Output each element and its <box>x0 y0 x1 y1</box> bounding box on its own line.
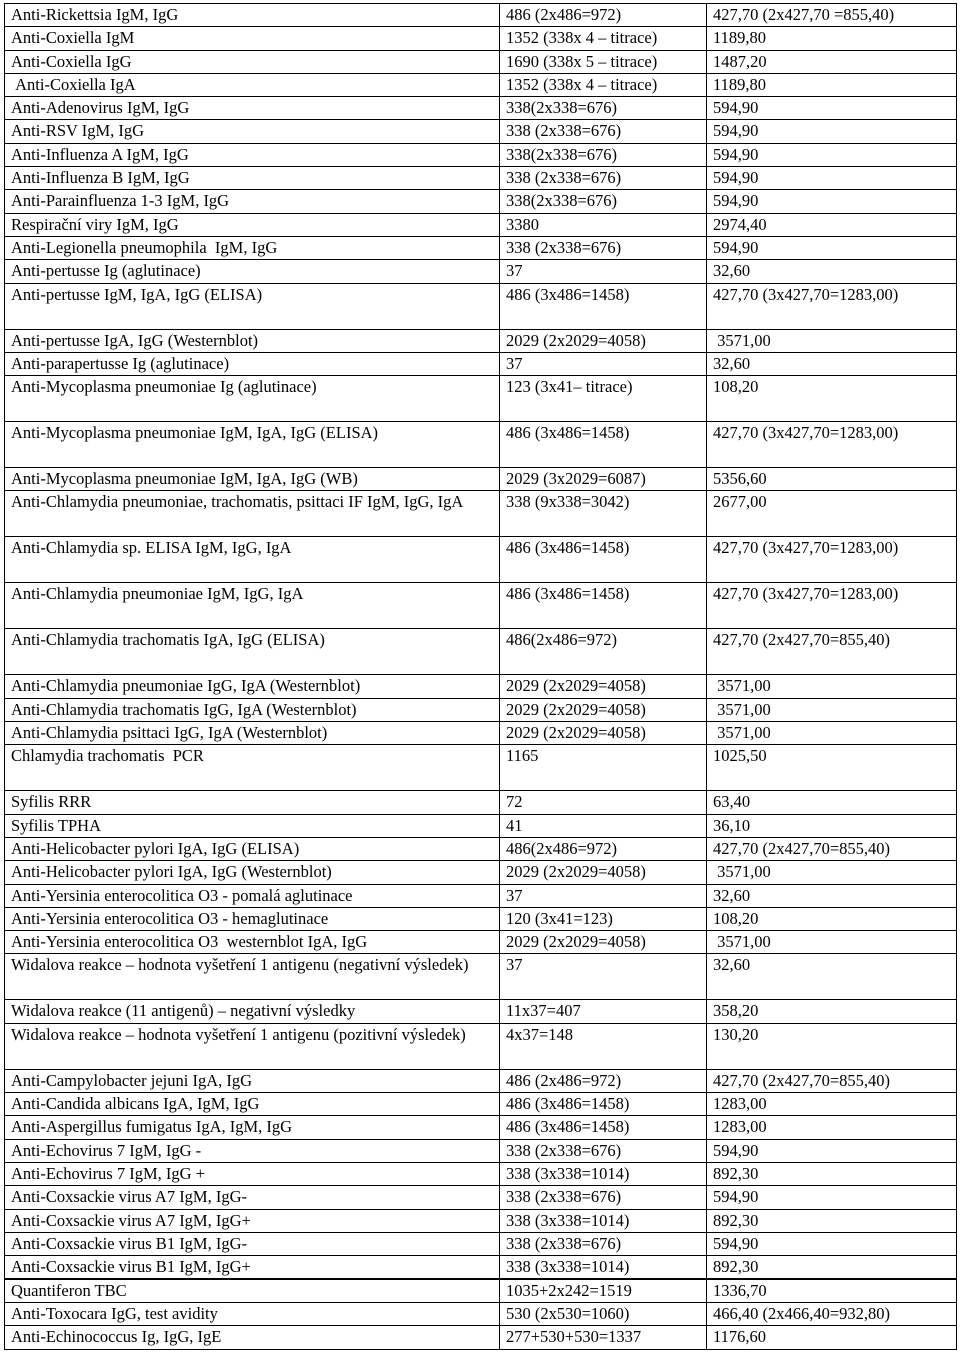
points-cell: 338(2x338=676) <box>500 190 707 213</box>
test-name-cell: Anti-Campylobacter jejuni IgA, IgG <box>5 1069 500 1092</box>
table-row <box>5 1232 957 1255</box>
points-cell: 3380 <box>500 213 707 236</box>
test-name-cell: Anti-RSV IgM, IgG <box>5 120 500 143</box>
price-cell: 36,10 <box>707 814 957 837</box>
table-row <box>5 884 957 907</box>
price-cell: 427,70 (3x427,70=1283,00) <box>707 422 957 468</box>
table-row <box>5 907 957 930</box>
points-cell: 1352 (338x 4 – titrace) <box>500 73 707 96</box>
price-cell: 1189,80 <box>707 27 957 50</box>
table-row <box>5 1023 957 1069</box>
table-row <box>5 190 957 213</box>
price-cell: 892,30 <box>707 1162 957 1185</box>
table-row <box>5 1093 957 1116</box>
table-row <box>5 837 957 860</box>
test-name-cell: Anti-Yersinia enterocolitica O3 - pomalá aglutinace <box>5 884 500 907</box>
price-cell: 358,20 <box>707 1000 957 1023</box>
table-row <box>5 27 957 50</box>
points-cell: 11x37=407 <box>500 1000 707 1023</box>
points-cell: 338 (3x338=1014) <box>500 1256 707 1280</box>
table-row <box>5 1139 957 1162</box>
price-table <box>4 3 957 1350</box>
price-table-body <box>5 4 957 1350</box>
points-cell: 1690 (338x 5 – titrace) <box>500 50 707 73</box>
points-cell: 2029 (2x2029=4058) <box>500 931 707 954</box>
test-name-cell: Anti-Chlamydia sp. ELISA IgM, IgG, IgA <box>5 537 500 583</box>
table-row <box>5 352 957 375</box>
price-cell: 1189,80 <box>707 73 957 96</box>
test-name-cell: Anti-Echovirus 7 IgM, IgG - <box>5 1139 500 1162</box>
test-name-cell: Anti-Legionella pneumophila IgM, IgG <box>5 236 500 259</box>
table-row <box>5 468 957 491</box>
points-cell: 338 (2x338=676) <box>500 1186 707 1209</box>
table-row <box>5 283 957 329</box>
test-name-cell: Anti-Chlamydia trachomatis IgA, IgG (ELISA) <box>5 629 500 675</box>
test-name-cell: Anti-Coxiella IgM <box>5 27 500 50</box>
test-name-cell: Anti-Parainfluenza 1-3 IgM, IgG <box>5 190 500 213</box>
table-row <box>5 1209 957 1232</box>
test-name-cell: Widalova reakce – hodnota vyšetření 1 antigenu (pozitivní výsledek) <box>5 1023 500 1069</box>
price-cell: 3571,00 <box>707 329 957 352</box>
price-cell: 1336,70 <box>707 1279 957 1303</box>
points-cell: 37 <box>500 884 707 907</box>
points-cell: 277+530+530=1337 <box>500 1326 707 1349</box>
table-row <box>5 1279 957 1303</box>
points-cell: 37 <box>500 352 707 375</box>
test-name-cell: Anti-Chlamydia trachomatis IgG, IgA (Westernblot) <box>5 698 500 721</box>
test-name-cell: Anti-Aspergillus fumigatus IgA, IgM, IgG <box>5 1116 500 1139</box>
test-name-cell: Anti-Influenza A IgM, IgG <box>5 143 500 166</box>
price-cell: 594,90 <box>707 1232 957 1255</box>
price-cell: 3571,00 <box>707 698 957 721</box>
table-row <box>5 213 957 236</box>
points-cell: 486 (3x486=1458) <box>500 583 707 629</box>
points-cell: 120 (3x41=123) <box>500 907 707 930</box>
table-row <box>5 1326 957 1349</box>
points-cell: 486 (2x486=972) <box>500 4 707 27</box>
points-cell: 486 (2x486=972) <box>500 1069 707 1092</box>
points-cell: 338 (9x338=3042) <box>500 491 707 537</box>
price-cell: 594,90 <box>707 236 957 259</box>
price-cell: 108,20 <box>707 376 957 422</box>
points-cell: 486 (3x486=1458) <box>500 1116 707 1139</box>
price-cell: 1487,20 <box>707 50 957 73</box>
test-name-cell: Chlamydia trachomatis PCR <box>5 745 500 791</box>
points-cell: 2029 (2x2029=4058) <box>500 722 707 745</box>
test-name-cell: Anti-parapertusse Ig (aglutinace) <box>5 352 500 375</box>
points-cell: 37 <box>500 260 707 283</box>
price-cell: 427,70 (2x427,70 =855,40) <box>707 4 957 27</box>
test-name-cell: Anti-Candida albicans IgA, IgM, IgG <box>5 1093 500 1116</box>
price-cell: 892,30 <box>707 1256 957 1280</box>
price-cell: 32,60 <box>707 260 957 283</box>
price-cell: 63,40 <box>707 791 957 814</box>
points-cell: 2029 (2x2029=4058) <box>500 329 707 352</box>
test-name-cell: Anti-Chlamydia pneumoniae, trachomatis, psittaci IF IgM, IgG, IgA <box>5 491 500 537</box>
table-row <box>5 329 957 352</box>
test-name-cell: Anti-Chlamydia pneumoniae IgM, IgG, IgA <box>5 583 500 629</box>
points-cell: 338 (2x338=676) <box>500 1139 707 1162</box>
price-cell: 594,90 <box>707 190 957 213</box>
test-name-cell: Anti-Coxiella IgG <box>5 50 500 73</box>
table-row <box>5 167 957 190</box>
table-row <box>5 1186 957 1209</box>
price-cell: 32,60 <box>707 884 957 907</box>
table-row <box>5 1116 957 1139</box>
points-cell: 37 <box>500 954 707 1000</box>
price-cell: 108,20 <box>707 907 957 930</box>
test-name-cell: Anti-Echovirus 7 IgM, IgG + <box>5 1162 500 1185</box>
table-row <box>5 376 957 422</box>
points-cell: 2029 (3x2029=6087) <box>500 468 707 491</box>
table-row <box>5 814 957 837</box>
table-row <box>5 583 957 629</box>
test-name-cell: Anti-Coxsackie virus A7 IgM, IgG+ <box>5 1209 500 1232</box>
price-cell: 427,70 (3x427,70=1283,00) <box>707 283 957 329</box>
points-cell: 338 (3x338=1014) <box>500 1162 707 1185</box>
test-name-cell: Anti-pertusse IgM, IgA, IgG (ELISA) <box>5 283 500 329</box>
table-row <box>5 50 957 73</box>
table-row <box>5 675 957 698</box>
test-name-cell: Anti-Coxsackie virus B1 IgM, IgG+ <box>5 1256 500 1280</box>
test-name-cell: Anti-Mycoplasma pneumoniae IgM, IgA, IgG (ELISA) <box>5 422 500 468</box>
table-row <box>5 698 957 721</box>
test-name-cell: Anti-Coxsackie virus B1 IgM, IgG- <box>5 1232 500 1255</box>
table-row <box>5 791 957 814</box>
points-cell: 338 (2x338=676) <box>500 120 707 143</box>
test-name-cell: Anti-Yersinia enterocolitica O3 westernblot IgA, IgG <box>5 931 500 954</box>
price-cell: 892,30 <box>707 1209 957 1232</box>
table-row <box>5 4 957 27</box>
test-name-cell: Widalova reakce (11 antigenů) – negativní výsledky <box>5 1000 500 1023</box>
points-cell: 530 (2x530=1060) <box>500 1303 707 1326</box>
table-row <box>5 73 957 96</box>
table-row <box>5 260 957 283</box>
points-cell: 2029 (2x2029=4058) <box>500 675 707 698</box>
test-name-cell: Anti-Influenza B IgM, IgG <box>5 167 500 190</box>
test-name-cell: Anti-Mycoplasma pneumoniae Ig (aglutinace) <box>5 376 500 422</box>
price-cell: 1283,00 <box>707 1116 957 1139</box>
points-cell: 338 (2x338=676) <box>500 1232 707 1255</box>
table-row <box>5 745 957 791</box>
points-cell: 486(2x486=972) <box>500 837 707 860</box>
points-cell: 486 (3x486=1458) <box>500 422 707 468</box>
price-cell: 3571,00 <box>707 931 957 954</box>
test-name-cell: Anti-Chlamydia psittaci IgG, IgA (Westernblot) <box>5 722 500 745</box>
price-cell: 427,70 (2x427,70=855,40) <box>707 629 957 675</box>
points-cell: 338 (3x338=1014) <box>500 1209 707 1232</box>
table-row <box>5 722 957 745</box>
table-row <box>5 931 957 954</box>
price-cell: 1283,00 <box>707 1093 957 1116</box>
price-cell: 427,70 (3x427,70=1283,00) <box>707 583 957 629</box>
test-name-cell: Syfilis RRR <box>5 791 500 814</box>
table-row <box>5 120 957 143</box>
test-name-cell: Anti-Helicobacter pylori IgA, IgG (Westernblot) <box>5 861 500 884</box>
price-cell: 2677,00 <box>707 491 957 537</box>
table-row <box>5 861 957 884</box>
price-cell: 594,90 <box>707 143 957 166</box>
points-cell: 486 (3x486=1458) <box>500 1093 707 1116</box>
test-name-cell: Anti-Coxiella IgA <box>5 73 500 96</box>
test-name-cell: Anti-Rickettsia IgM, IgG <box>5 4 500 27</box>
price-cell: 466,40 (2x466,40=932,80) <box>707 1303 957 1326</box>
points-cell: 338 (2x338=676) <box>500 167 707 190</box>
points-cell: 4x37=148 <box>500 1023 707 1069</box>
table-row <box>5 1162 957 1185</box>
test-name-cell: Syfilis TPHA <box>5 814 500 837</box>
points-cell: 41 <box>500 814 707 837</box>
table-row <box>5 143 957 166</box>
price-cell: 427,70 (2x427,70=855,40) <box>707 1069 957 1092</box>
points-cell: 72 <box>500 791 707 814</box>
test-name-cell: Anti-pertusse IgA, IgG (Westernblot) <box>5 329 500 352</box>
price-cell: 594,90 <box>707 97 957 120</box>
price-cell: 32,60 <box>707 954 957 1000</box>
price-cell: 3571,00 <box>707 722 957 745</box>
price-cell: 32,60 <box>707 352 957 375</box>
price-cell: 2974,40 <box>707 213 957 236</box>
test-name-cell: Anti-Mycoplasma pneumoniae IgM, IgA, IgG (WB) <box>5 468 500 491</box>
price-cell: 5356,60 <box>707 468 957 491</box>
points-cell: 2029 (2x2029=4058) <box>500 698 707 721</box>
price-cell: 427,70 (2x427,70=855,40) <box>707 837 957 860</box>
price-cell: 130,20 <box>707 1023 957 1069</box>
test-name-cell: Anti-Chlamydia pneumoniae IgG, IgA (Westernblot) <box>5 675 500 698</box>
table-row <box>5 1256 957 1280</box>
price-cell: 594,90 <box>707 120 957 143</box>
test-name-cell: Anti-Yersinia enterocolitica O3 - hemaglutinace <box>5 907 500 930</box>
price-cell: 594,90 <box>707 1186 957 1209</box>
price-cell: 1176,60 <box>707 1326 957 1349</box>
test-name-cell: Anti-pertusse Ig (aglutinace) <box>5 260 500 283</box>
table-row <box>5 1000 957 1023</box>
price-cell: 3571,00 <box>707 861 957 884</box>
table-row <box>5 537 957 583</box>
table-row <box>5 629 957 675</box>
test-name-cell: Anti-Adenovirus IgM, IgG <box>5 97 500 120</box>
test-name-cell: Quantiferon TBC <box>5 1279 500 1303</box>
test-name-cell: Anti-Coxsackie virus A7 IgM, IgG- <box>5 1186 500 1209</box>
table-row <box>5 236 957 259</box>
table-row <box>5 491 957 537</box>
price-cell: 3571,00 <box>707 675 957 698</box>
points-cell: 486 (3x486=1458) <box>500 537 707 583</box>
test-name-cell: Anti-Toxocara IgG, test avidity <box>5 1303 500 1326</box>
table-row <box>5 954 957 1000</box>
points-cell: 123 (3x41– titrace) <box>500 376 707 422</box>
table-row <box>5 1069 957 1092</box>
table-row <box>5 1303 957 1326</box>
points-cell: 338(2x338=676) <box>500 143 707 166</box>
table-row <box>5 97 957 120</box>
points-cell: 486 (3x486=1458) <box>500 283 707 329</box>
points-cell: 1352 (338x 4 – titrace) <box>500 27 707 50</box>
points-cell: 1165 <box>500 745 707 791</box>
points-cell: 1035+2x242=1519 <box>500 1279 707 1303</box>
points-cell: 338(2x338=676) <box>500 97 707 120</box>
test-name-cell: Anti-Echinococcus Ig, IgG, IgE <box>5 1326 500 1349</box>
price-cell: 427,70 (3x427,70=1283,00) <box>707 537 957 583</box>
test-name-cell: Widalova reakce – hodnota vyšetření 1 antigenu (negativní výsledek) <box>5 954 500 1000</box>
points-cell: 338 (2x338=676) <box>500 236 707 259</box>
points-cell: 486(2x486=972) <box>500 629 707 675</box>
test-name-cell: Respirační viry IgM, IgG <box>5 213 500 236</box>
price-cell: 594,90 <box>707 1139 957 1162</box>
price-cell: 594,90 <box>707 167 957 190</box>
table-row <box>5 422 957 468</box>
test-name-cell: Anti-Helicobacter pylori IgA, IgG (ELISA) <box>5 837 500 860</box>
points-cell: 2029 (2x2029=4058) <box>500 861 707 884</box>
price-cell: 1025,50 <box>707 745 957 791</box>
